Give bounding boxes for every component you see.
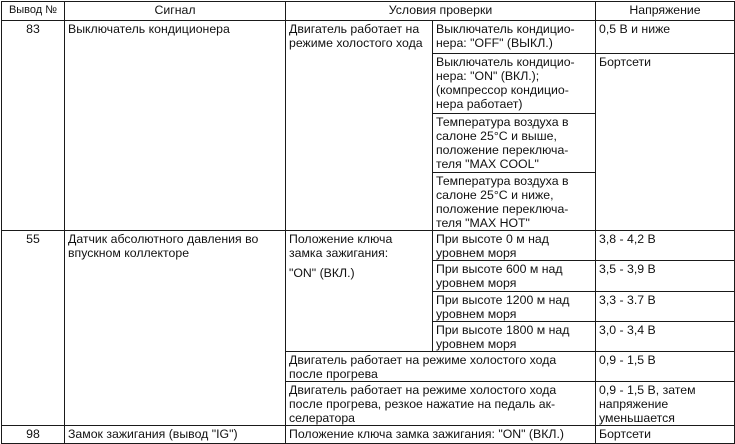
signal-name: Выключатель кондиционера [65,21,286,231]
sub-condition: При высоте 1200 м над уровнем моря [433,292,596,322]
signal-name: Замок зажигания (вывод "IG") [65,426,286,444]
voltage-value: Бортсети [596,54,735,231]
table-row [2,426,735,444]
check-condition-text: Положение ключа замка зажигания: [289,232,393,260]
pin-number: 55 [2,231,65,426]
voltage-value: Бортсети [596,426,735,444]
header-signal: Сигнал [65,2,286,21]
pin-number: 83 [2,21,65,231]
voltage-value: 0,5 В и ниже [596,21,735,54]
sub-condition: При высоте 0 м над уровнем моря [433,231,596,261]
check-condition: Двигатель работает на режиме холостого хода после прогрева, резкое нажатие на педаль ак-селератора [286,382,596,426]
check-condition: Двигатель работает на режиме холостого хода после прогрева [286,352,596,382]
table-row [2,231,735,261]
sub-condition: Температура воздуха в салоне 25°С и ниже, положение переключа-теля "MAX HOT" [433,173,596,231]
check-condition: Положение ключа замка зажигания: "ON" (ВКЛ.) [286,426,596,444]
voltage-value: 0,9 - 1,5 В [596,352,735,382]
voltage-value: 3,8 - 4,2 В [596,231,735,261]
check-condition-value: "ON" (ВКЛ.) [289,266,355,280]
sub-condition: При высоте 600 м над уровнем моря [433,261,596,292]
voltage-value: 3,0 - 3,4 В [596,322,735,352]
table-row [2,21,735,54]
voltage-value: 3,3 - 3.7 В [596,292,735,322]
signal-name: Датчик абсолютного давления во впускном коллекторе [65,231,286,426]
header-voltage: Напряжение [596,2,735,21]
sub-condition: Выключатель кондицио-нера: "OFF" (ВЫКЛ.) [433,21,596,54]
header-pin: Вывод № [2,2,65,21]
check-condition [286,231,433,352]
voltage-value: 3,5 - 3,9 В [596,261,735,292]
pin-voltage-table [1,1,735,444]
header-conditions: Условия проверки [286,2,596,21]
check-condition: Двигатель работает на режиме холостого хода [286,21,433,231]
sub-condition: Температура воздуха в салоне 25°С и выше, положение переключа-теля "MAX COOL" [433,114,596,173]
voltage-value: 0,9 - 1,5 В, затем напряжение уменьшается [596,382,735,426]
sub-condition: При высоте 1800 м над уровнем моря [433,322,596,352]
table-header-row [2,2,735,21]
sub-condition: Выключатель кондицио-нера: "ON" (ВКЛ.); (компрессор кондицио-нера работает) [433,54,596,114]
pin-number: 98 [2,426,65,444]
